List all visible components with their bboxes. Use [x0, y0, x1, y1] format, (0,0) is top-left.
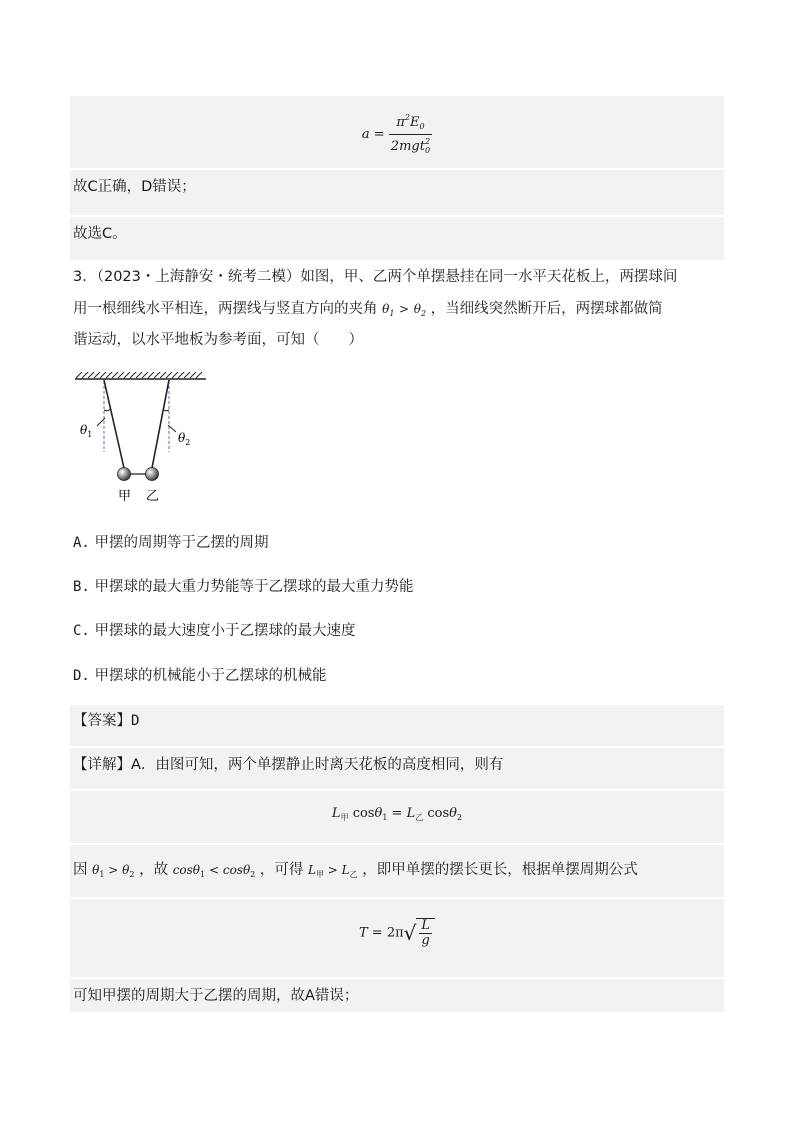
- option-b-text: 甲摆球的最大重力势能等于乙摆球的最大重力势能: [94, 579, 414, 595]
- energy-symbol: E: [409, 115, 420, 130]
- answer-line: [73, 711, 139, 731]
- option-d-text: 甲摆球的机械能小于乙摆球的机械能: [94, 668, 327, 684]
- ceiling-hatch: [76, 372, 202, 378]
- theta1-char: θ: [382, 302, 390, 316]
- equation-length-cos: [70, 806, 724, 823]
- math3-op: >: [327, 863, 338, 877]
- math2-cos: cosθ: [172, 863, 201, 877]
- question-line-1: 3．（2023・上海静安・统考二模）如图，甲、乙两个单摆悬挂在同一水平天花板上，两摆球间: [73, 269, 678, 285]
- math2-cos-sub: 1: [200, 870, 206, 879]
- question-line-2-prefix: 用一根细线水平相连，两摆线与竖直方向的夹角: [73, 301, 378, 317]
- t-subscript: 0: [425, 146, 431, 155]
- math2-cos-b: cosθ: [222, 863, 251, 877]
- option-c: [73, 621, 355, 641]
- detail-line-2-p3: ，可得: [259, 862, 304, 878]
- detail-line-2-p1: 因: [73, 862, 88, 878]
- detail-math-2: [173, 863, 256, 877]
- math3-l-b-sub: 乙: [349, 870, 358, 879]
- t-exponent: 2: [424, 137, 431, 146]
- option-c-text: 甲摆球的最大速度小于乙摆球的最大速度: [94, 623, 356, 639]
- formula-acceleration: [70, 111, 724, 158]
- label-yi: 乙: [146, 489, 160, 504]
- formula-fraction: [389, 111, 432, 158]
- answer-value: D: [131, 713, 140, 729]
- detail-math-1: [92, 863, 134, 877]
- detail-line-2-p2: ，故: [139, 862, 169, 878]
- detail-math-3: [308, 863, 358, 877]
- string-yi: [152, 380, 169, 468]
- theta2-subscript: 2: [420, 309, 427, 318]
- eq2-equals: =: [371, 925, 383, 941]
- label-theta1: $\theta_1$: [80, 423, 93, 439]
- option-c-letter: C.: [73, 623, 90, 639]
- math3-l: L: [307, 863, 316, 877]
- option-a: [73, 533, 268, 553]
- formula-numerator: [389, 111, 432, 135]
- detail-line-1-text: A．由图可知，两个单摆静止时离天花板的高度相同，则有: [131, 757, 504, 773]
- theta1-symbol: [382, 302, 394, 316]
- theta2-char: θ: [413, 302, 421, 316]
- eq1-theta2-sub: 2: [456, 813, 463, 822]
- detail-line-1: [73, 755, 503, 775]
- shade-choose: [70, 217, 724, 260]
- equation-period: [70, 918, 724, 948]
- eq1-cos1: cos: [352, 806, 375, 821]
- theta2-symbol: [414, 302, 426, 316]
- eq1-cos2: cos: [427, 806, 450, 821]
- conclusion-line: 故C正确，D错误；: [73, 179, 196, 195]
- option-d-letter: D.: [73, 668, 90, 684]
- option-b-letter: B.: [73, 579, 90, 595]
- eq1-l1: L: [331, 806, 341, 821]
- pi-exponent: 2: [404, 113, 410, 122]
- eq1-theta1: θ: [374, 806, 383, 821]
- shade-answer: [70, 705, 724, 746]
- theta1-subscript: 1: [389, 309, 395, 318]
- label-theta2: $\theta_2$: [178, 431, 191, 447]
- choose-line: 故选C。: [73, 226, 127, 242]
- math2-op: <: [208, 863, 220, 877]
- detail-line-2: [73, 860, 638, 885]
- eq2-fraction: [419, 919, 432, 948]
- eq2-lhs: T: [358, 925, 368, 941]
- formula-lhs: a: [361, 127, 370, 142]
- energy-subscript: 0: [419, 122, 425, 131]
- math1-theta-b: θ: [122, 863, 130, 877]
- eq2-denominator: g: [421, 933, 430, 948]
- denominator-text: 2mgt: [390, 139, 425, 154]
- ball-yi: [146, 468, 159, 481]
- answer-label: 【答案】: [73, 713, 131, 729]
- eq1-theta1-sub: 1: [382, 813, 388, 822]
- math1-op: >: [108, 863, 119, 877]
- eq1-equals: =: [391, 806, 403, 821]
- eq2-coef: 2π: [386, 925, 404, 941]
- detail-label: 【详解】: [73, 757, 131, 773]
- ball-jia: [118, 468, 131, 481]
- pi-symbol: π: [396, 115, 405, 130]
- eq1-l2: L: [406, 806, 416, 821]
- pendulum-figure: [72, 372, 212, 507]
- greater-than: >: [399, 302, 410, 316]
- math1-theta-b-sub: 2: [129, 870, 135, 879]
- label-jia: 甲: [118, 489, 132, 504]
- math1-theta: θ: [92, 863, 100, 877]
- math2-cos-b-sub: 2: [250, 870, 256, 879]
- option-b: [73, 577, 413, 597]
- option-a-letter: A.: [73, 535, 90, 551]
- sqrt-radicand: [416, 918, 435, 948]
- option-d: [73, 666, 326, 686]
- question-line-2: [73, 299, 663, 324]
- question-line-3: 谐运动，以水平地板为参考面，可知（ ）: [73, 332, 363, 348]
- math3-l-sub: 甲: [315, 870, 324, 879]
- eq1-l2-sub: 乙: [415, 813, 424, 822]
- eq1-theta2: θ: [449, 806, 457, 821]
- question-line-2-suffix: ，当细线突然断开后，两摆球都做简: [430, 301, 663, 317]
- formula-equals: =: [373, 127, 385, 142]
- detail-line-2-p4: ，即甲单摆的摆长更长，根据单摆周期公式: [362, 862, 638, 878]
- formula-denominator: [389, 135, 432, 158]
- detail-line-3: 可知甲摆的周期大于乙摆的周期，故A错误；: [73, 988, 359, 1004]
- eq1-l1-sub: 甲: [340, 813, 349, 822]
- math3-l-b: L: [341, 863, 350, 877]
- sqrt-symbol: √ $\frac{L}{g}$: [404, 918, 435, 948]
- eq2-numerator: L: [421, 918, 431, 933]
- option-a-text: 甲摆的周期等于乙摆的周期: [94, 535, 269, 551]
- angle-arc-1: [104, 409, 110, 411]
- math1-theta-sub: 1: [99, 870, 105, 879]
- string-jia: [104, 380, 124, 468]
